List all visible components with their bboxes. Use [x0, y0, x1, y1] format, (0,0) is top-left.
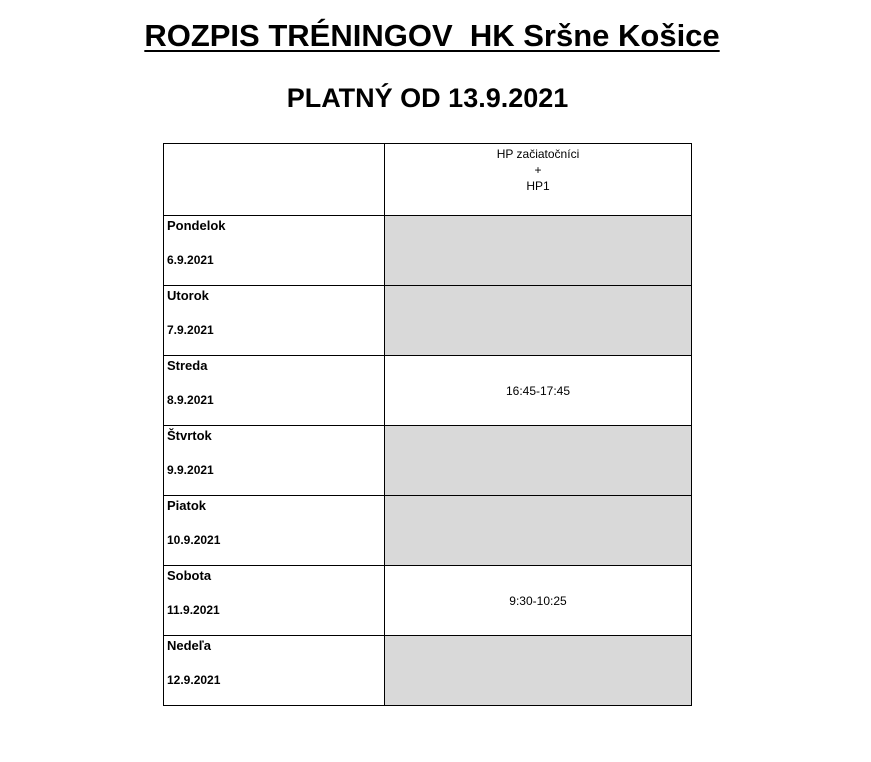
- day-name: Piatok: [167, 498, 207, 513]
- day-cell: [164, 566, 385, 636]
- table-row: [164, 496, 692, 566]
- day-date: 7.9.2021: [167, 323, 214, 337]
- day-cell: [164, 496, 385, 566]
- table-row: [164, 636, 692, 706]
- table-header-row: [164, 144, 692, 216]
- document-subtitle: PLATNÝ OD 13.9.2021: [286, 83, 569, 113]
- day-name: Pondelok: [167, 218, 226, 233]
- table-row: [164, 286, 692, 356]
- time-slot-cell: 16:45-17:45: [385, 356, 692, 426]
- day-cell: [164, 426, 385, 496]
- day-date: 8.9.2021: [167, 393, 214, 407]
- time-slot-cell: [385, 216, 692, 286]
- day-name: Štvrtok: [167, 428, 212, 443]
- day-date: 10.9.2021: [167, 533, 221, 547]
- header-group-line-3: HP1: [526, 179, 550, 193]
- document-title: [0, 16, 864, 56]
- document-title-text: ROZPIS TRÉNINGOV HK Sršne Košice: [144, 18, 720, 53]
- time-slot-cell: [385, 496, 692, 566]
- day-name: Utorok: [167, 288, 209, 303]
- day-cell: [164, 216, 385, 286]
- day-name: Nedeľa: [167, 638, 212, 653]
- header-cell-empty: [164, 144, 385, 216]
- header-group-line-1: HP začiatočníci: [496, 147, 580, 161]
- day-cell: [164, 636, 385, 706]
- time-slot-cell: 9:30-10:25: [385, 566, 692, 636]
- day-cell: [164, 286, 385, 356]
- day-date: 11.9.2021: [167, 603, 220, 617]
- time-slot-cell: [385, 636, 692, 706]
- table-row: [164, 566, 692, 636]
- day-cell: [164, 356, 385, 426]
- day-name: Sobota: [167, 568, 212, 583]
- table-row: [164, 426, 692, 496]
- schedule-table: [163, 143, 692, 706]
- time-slot-cell: [385, 426, 692, 496]
- table-row: [164, 356, 692, 426]
- header-cell-group: [385, 144, 692, 216]
- table-row: [164, 216, 692, 286]
- day-date: 9.9.2021: [167, 463, 214, 477]
- time-slot-cell: [385, 286, 692, 356]
- header-group-line-2: +: [534, 163, 542, 177]
- day-name: Streda: [167, 358, 208, 373]
- day-date: 12.9.2021: [167, 673, 221, 687]
- day-date: 6.9.2021: [167, 253, 214, 267]
